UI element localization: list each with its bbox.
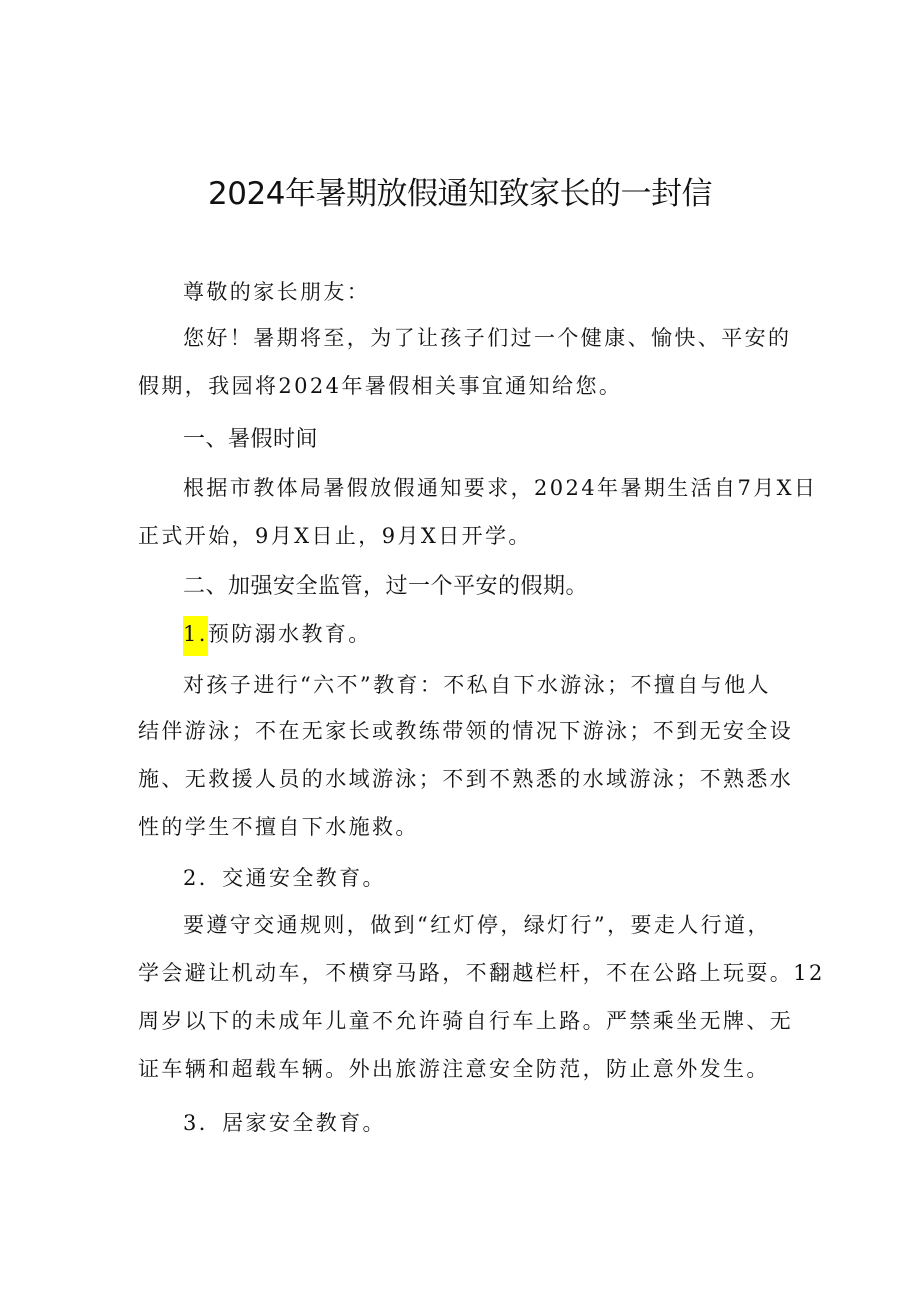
section1-line-1: 根据市教体局暑假放假通知要求，2024年暑期生活自7月X日 (183, 476, 818, 500)
item1-line-4: 性的学生不擅自下水施救。 (138, 815, 419, 839)
item2-line-4: 证车辆和超载车辆。外出旅游注意安全防范，防止意外发生。 (138, 1057, 770, 1081)
section1-line-2: 正式开始，9月X日止，9月X日开学。 (138, 524, 532, 548)
item2-line-3: 周岁以下的未成年儿童不允许骑自行车上路。严禁乘坐无牌、无 (138, 1009, 794, 1033)
item1-line-3: 施、无救援人员的水域游泳；不到不熟悉的水域游泳；不熟悉水 (138, 767, 794, 791)
item2-heading: 2．交通安全教育。 (183, 866, 386, 890)
item2-line-1: 要遵守交通规则，做到“红灯停，绿灯行”，要走人行道， (183, 913, 771, 937)
item1-line-1: 对孩子进行“六不”教育：不私自下水游泳；不擅自与他人 (183, 673, 771, 697)
intro-line-1: 您好！暑期将至，为了让孩子们过一个健康、愉快、平安的 (183, 326, 792, 350)
item1-heading (183, 614, 833, 654)
section1-heading: 一、暑假时间 (183, 427, 319, 452)
intro-line-2: 假期，我园将2024年暑假相关事宜通知给您。 (138, 374, 623, 398)
document-title: 2024年暑期放假通知致家长的一封信 (208, 176, 712, 212)
salutation: 尊敬的家长朋友： (183, 280, 371, 304)
item2-line-2: 学会避让机动车，不横穿马路，不翻越栏杆，不在公路上玩耍。12 (138, 961, 825, 985)
item1-line-2: 结伴游泳；不在无家长或教练带领的情况下游泳；不到无安全设 (138, 719, 794, 743)
item3-heading: 3．居家安全教育。 (183, 1111, 386, 1135)
section2-heading: 二、加强安全监管，过一个平安的假期。 (183, 574, 589, 599)
item1-title: 预防溺水教育。 (207, 622, 372, 646)
item1-number-highlight: 1. (183, 616, 208, 656)
